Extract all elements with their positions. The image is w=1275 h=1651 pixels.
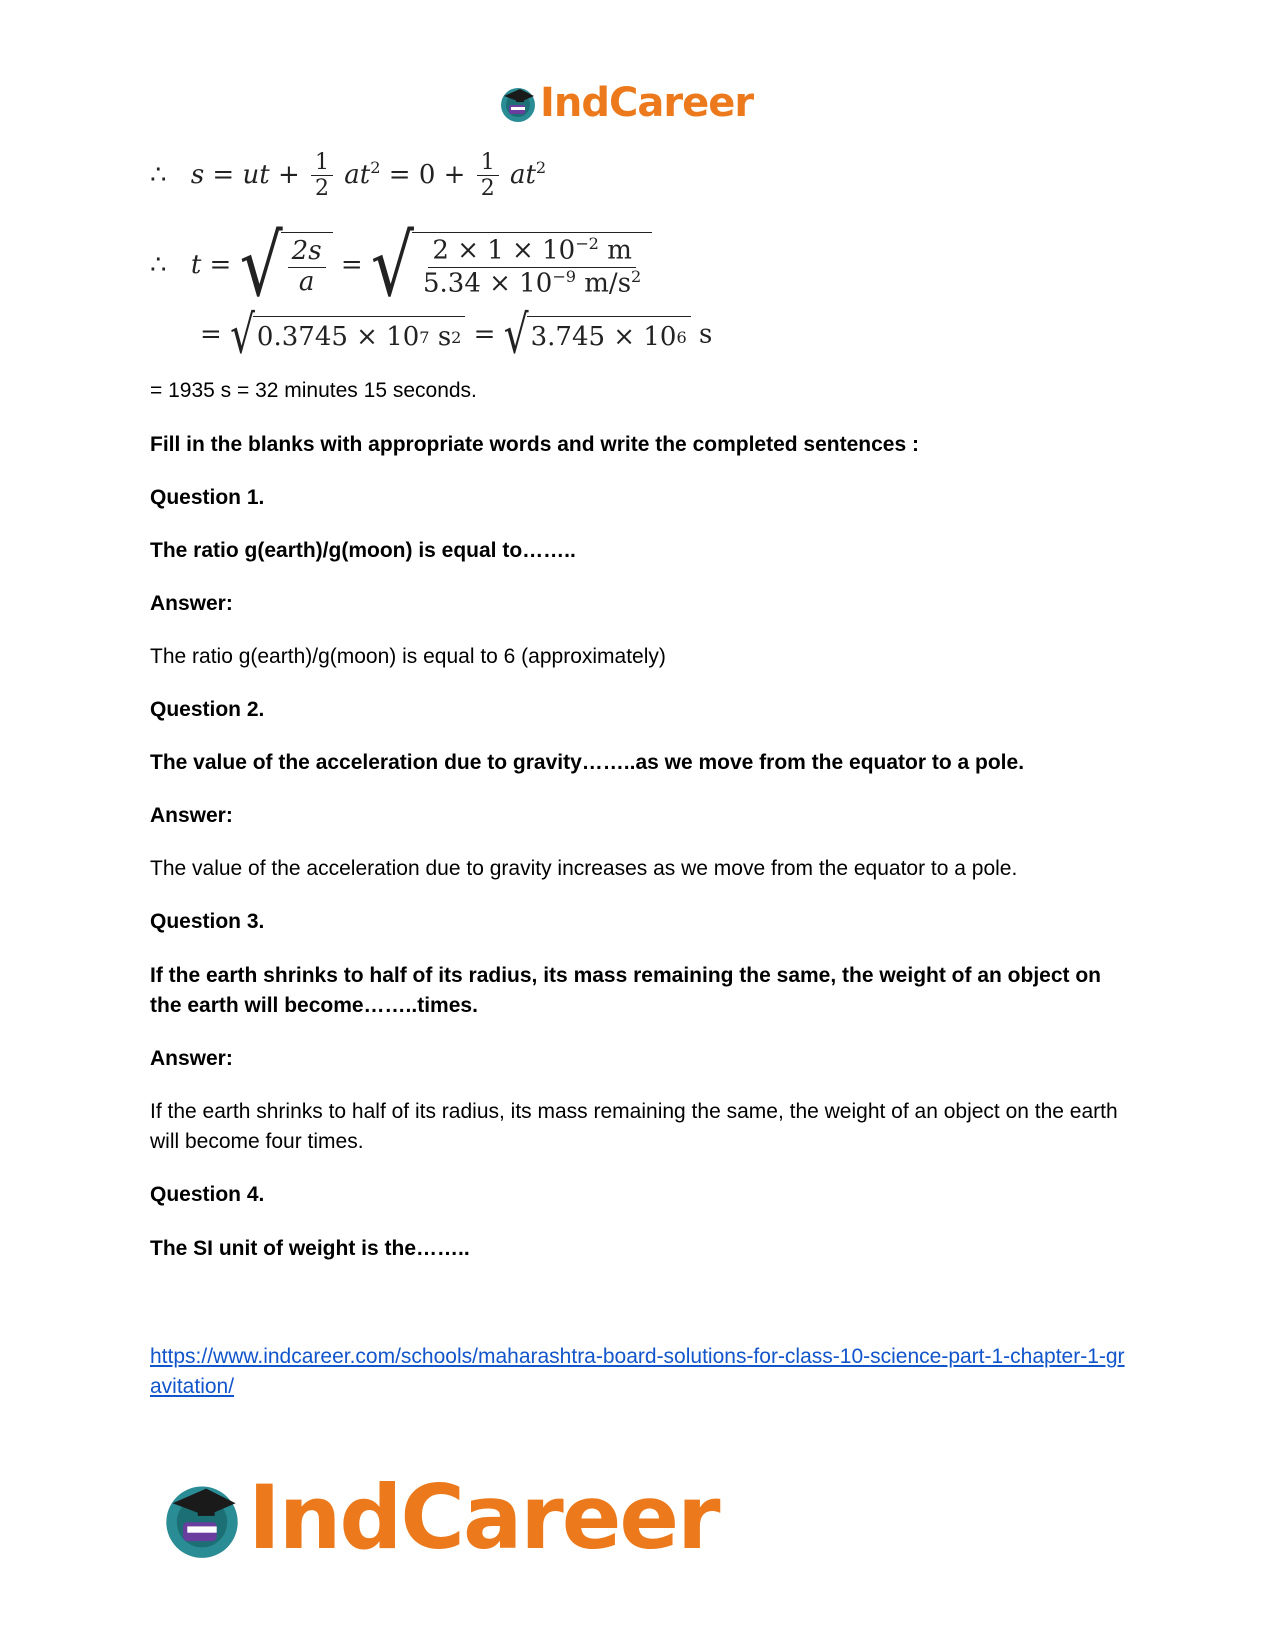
question-2-label: Question 2.	[150, 698, 265, 721]
eq-equals: =	[209, 249, 232, 280]
footer-source-link[interactable]: https://www.indcareer.com/schools/maharashtra-board-solutions-for-class-10-science-part-1-chapter-1-gravitation/	[150, 1345, 1125, 1398]
therefore-symbol: ∴	[150, 159, 167, 190]
sqrt-2s-over-a: √ $\frac{2s}{a}$	[240, 232, 333, 300]
fraction-numeric	[419, 235, 645, 299]
sqrt-a-unit: s	[437, 322, 452, 352]
section-heading: Fill in the blanks with appropriate words and write the completed sentences :	[150, 433, 919, 456]
equation-line-1	[150, 150, 546, 202]
frac-num: 1	[477, 150, 499, 176]
question-1-text: The ratio g(earth)/g(moon) is equal to……..	[150, 539, 576, 562]
eq-equals-2: =	[388, 159, 411, 190]
question-4-label: Question 4.	[150, 1183, 265, 1206]
eq-s: s	[190, 159, 205, 190]
den-value: 5.34 × 10	[422, 268, 553, 299]
num-unit: m	[607, 235, 632, 266]
question-3-label: Question 3.	[150, 910, 265, 933]
equation-line-3	[200, 305, 713, 366]
fraction-half	[311, 150, 333, 202]
eq-equals: =	[200, 319, 222, 350]
eq-exp-2: 2	[535, 158, 547, 178]
sqrt-a-unit-exp: 2	[451, 327, 462, 347]
eq-equals: =	[212, 159, 235, 190]
eq-equals-2: =	[340, 249, 363, 280]
question-3-text: If the earth shrinks to half of its radius, its mass remaining the same, the weight of an object on the earth will become……..times.	[150, 964, 1102, 1017]
eq-ut: ut	[242, 159, 270, 190]
question-4-text: The SI unit of weight is the……..	[150, 1237, 470, 1260]
sqrt-b-exp: 6	[676, 327, 687, 347]
fraction-half-2	[477, 150, 499, 202]
sqrt-b: √ 3.745 × 10 6	[504, 316, 691, 355]
fraction-2s-a	[288, 237, 326, 298]
footer-logo	[160, 1466, 719, 1569]
graduation-globe-icon	[498, 83, 538, 123]
eq-equals-2: =	[473, 319, 496, 350]
den-unit: m/s	[584, 268, 632, 299]
question-1-label: Question 1.	[150, 486, 265, 509]
answer-1-label: Answer:	[150, 592, 233, 615]
sqrt-a: √ 0.3745 × 10 7 s 2	[230, 316, 465, 355]
answer-2-text: The value of the acceleration due to gravity increases as we move from the equator to a pole.	[150, 857, 1018, 880]
graduation-globe-icon	[160, 1476, 244, 1560]
brand-wordmark: IndCareer	[248, 1466, 719, 1569]
question-2-text: The value of the acceleration due to gravity……..as we move from the equator to a pole.	[150, 751, 1025, 774]
sqrt-a-exp: 7	[419, 327, 430, 347]
frac-den: a	[298, 266, 315, 297]
answer-1-text: The ratio g(earth)/g(moon) is equal to 6 (approximately)	[150, 645, 666, 668]
eq-plus-2: +	[443, 159, 466, 190]
therefore-symbol: ∴	[150, 249, 167, 280]
sqrt-b-value: 3.745 × 10	[530, 322, 677, 352]
eq-at: at	[344, 159, 371, 190]
answer-3-text: If the earth shrinks to half of its radius, its mass remaining the same, the weight of an object on the earth will become four times.	[150, 1100, 1118, 1153]
brand-wordmark: IndCareer	[540, 80, 754, 126]
frac-den: 2	[315, 176, 330, 202]
den-exp: −9	[552, 266, 577, 286]
num-exp: −2	[575, 234, 599, 254]
num-value: 2 × 1 × 10	[432, 235, 576, 266]
result-line: = 1935 s = 32 minutes 15 seconds.	[150, 379, 477, 402]
eq-at-2: at	[509, 159, 536, 190]
sqrt-numeric: √ $\frac{2 \times 1 \times 10^{-2} m}{5.34 \times 10^{-9} m/s^2}$	[371, 232, 652, 300]
answer-2-label: Answer:	[150, 804, 233, 827]
frac-num	[428, 235, 635, 268]
frac-den: 2	[480, 176, 495, 202]
eq-plus: +	[277, 159, 300, 190]
frac-num: 1	[311, 150, 333, 176]
frac-num: 2s	[288, 237, 326, 268]
frac-den	[419, 268, 645, 300]
answer-3-label: Answer:	[150, 1047, 233, 1070]
equation-line-2	[150, 216, 652, 315]
sqrt-b-unit: s	[698, 319, 713, 350]
sqrt-a-value: 0.3745 × 10	[256, 322, 420, 352]
den-unit-exp: 2	[631, 266, 642, 286]
header-logo	[498, 80, 753, 126]
eq-exp: 2	[370, 158, 381, 178]
eq-t: t	[190, 249, 202, 280]
eq-zero: 0	[418, 159, 436, 190]
